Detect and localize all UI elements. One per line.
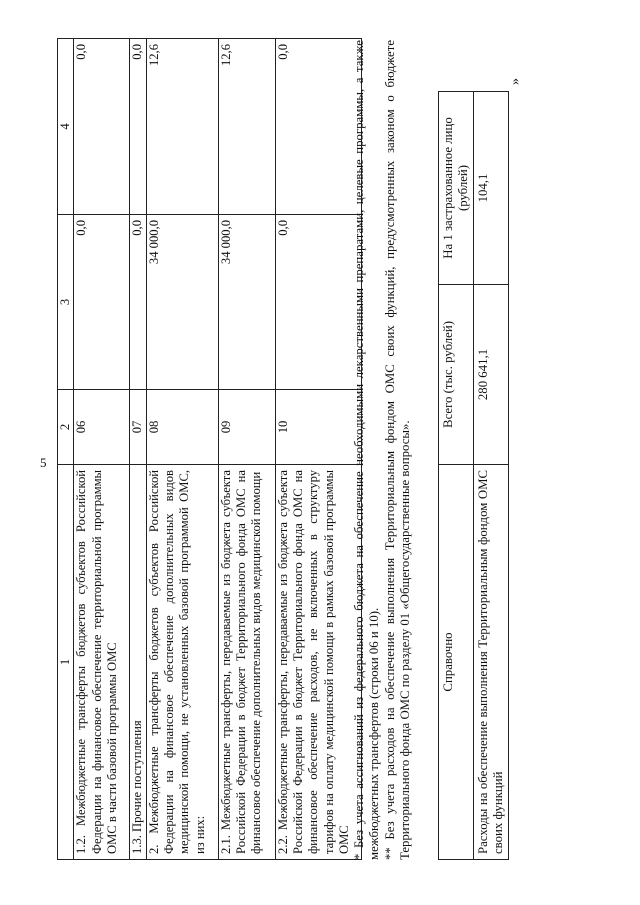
row-code: 08 xyxy=(146,390,218,465)
table-row xyxy=(218,39,275,860)
row-code: 09 xyxy=(218,390,275,465)
row-label: 1.2. Межбюджетные трансферты бюджетов субъектов Российской Федерации на финансовое обеспечение территориальной программы ОМС в части базовой программы ОМС xyxy=(74,465,130,860)
row-total: 0,0 xyxy=(275,215,361,390)
row-total: 34 000,0 xyxy=(218,215,275,390)
table-row xyxy=(275,39,361,860)
funding-sources-table xyxy=(57,38,362,860)
footnotes xyxy=(352,40,413,860)
reference-header-total: Всего (тыс. рублей) xyxy=(439,285,474,465)
row-per-person: 12,6 xyxy=(218,39,275,215)
table-row xyxy=(74,39,130,860)
reference-table xyxy=(438,91,509,860)
table-row xyxy=(130,39,146,860)
row-total: 0,0 xyxy=(130,215,146,390)
row-code: 07 xyxy=(130,390,146,465)
page-number: 5 xyxy=(40,455,47,470)
header-col-4: 4 xyxy=(58,39,74,215)
row-label: 2. Межбюджетные трансферты бюджетов субъектов Российской Федерации на финансовое обеспечение дополнительных видов медицинской помощи, не установленных базовой программой ОМС, из них: xyxy=(146,465,218,860)
row-per-person: 0,0 xyxy=(275,39,361,215)
row-code: 06 xyxy=(74,390,130,465)
header-col-1: 1 xyxy=(58,465,74,860)
row-code: 10 xyxy=(275,390,361,465)
row-label: 2.1. Межбюджетные трансферты, передаваемые из бюджета субъекта Российской Федерации в бюджет Территориального фонда ОМС на финансовое обеспечение дополнительных видов медицинской помощи xyxy=(218,465,275,860)
row-label: 1.3. Прочие поступления xyxy=(130,465,146,860)
row-label: 2.2. Межбюджетные трансферты, передаваемые из бюджета субъекта Российской Федерации в бюджет Территориального фонда ОМС на финансовое обеспечение расходов, не включенных в структуру тарифов на оплату медицинской помощи в рамках базовой программы ОМС xyxy=(275,465,361,860)
reference-header-label: Справочно xyxy=(439,465,474,860)
reference-row xyxy=(474,92,509,860)
row-total: 0,0 xyxy=(74,215,130,390)
row-total: 34 000,0 xyxy=(146,215,218,390)
reference-header-row xyxy=(439,92,474,860)
reference-row-total: 280 641,1 xyxy=(474,285,509,465)
reference-header-per-person: На 1 застрахованное лицо (рублей) xyxy=(439,92,474,285)
closing-quote-mark: » xyxy=(508,78,523,85)
reference-row-label: Расходы на обеспечение выполнения Территориальным фондом ОМС своих функций xyxy=(474,465,509,860)
row-per-person: 0,0 xyxy=(130,39,146,215)
header-col-3: 3 xyxy=(58,215,74,390)
footnote-2: ** Без учета расходов на обеспечение выполнения Территориальным фондом ОМС своих функций, предусмотренных законом о бюджете Территориального фонда ОМС по разделу 01 «Общегосударственные вопросы». xyxy=(382,40,413,860)
row-per-person: 0,0 xyxy=(74,39,130,215)
header-col-2: 2 xyxy=(58,390,74,465)
footnote-1: * Без учета ассигнований из федерального бюджета на обеспечение необходимыми лекарственными препаратами, целевые программы, а также межбюджетных трансфертов (строки 06 и 10). xyxy=(352,40,382,860)
table-row xyxy=(146,39,218,860)
reference-row-per-person: 104,1 xyxy=(474,92,509,285)
table-header-row xyxy=(58,39,74,860)
row-per-person: 12,6 xyxy=(146,39,218,215)
